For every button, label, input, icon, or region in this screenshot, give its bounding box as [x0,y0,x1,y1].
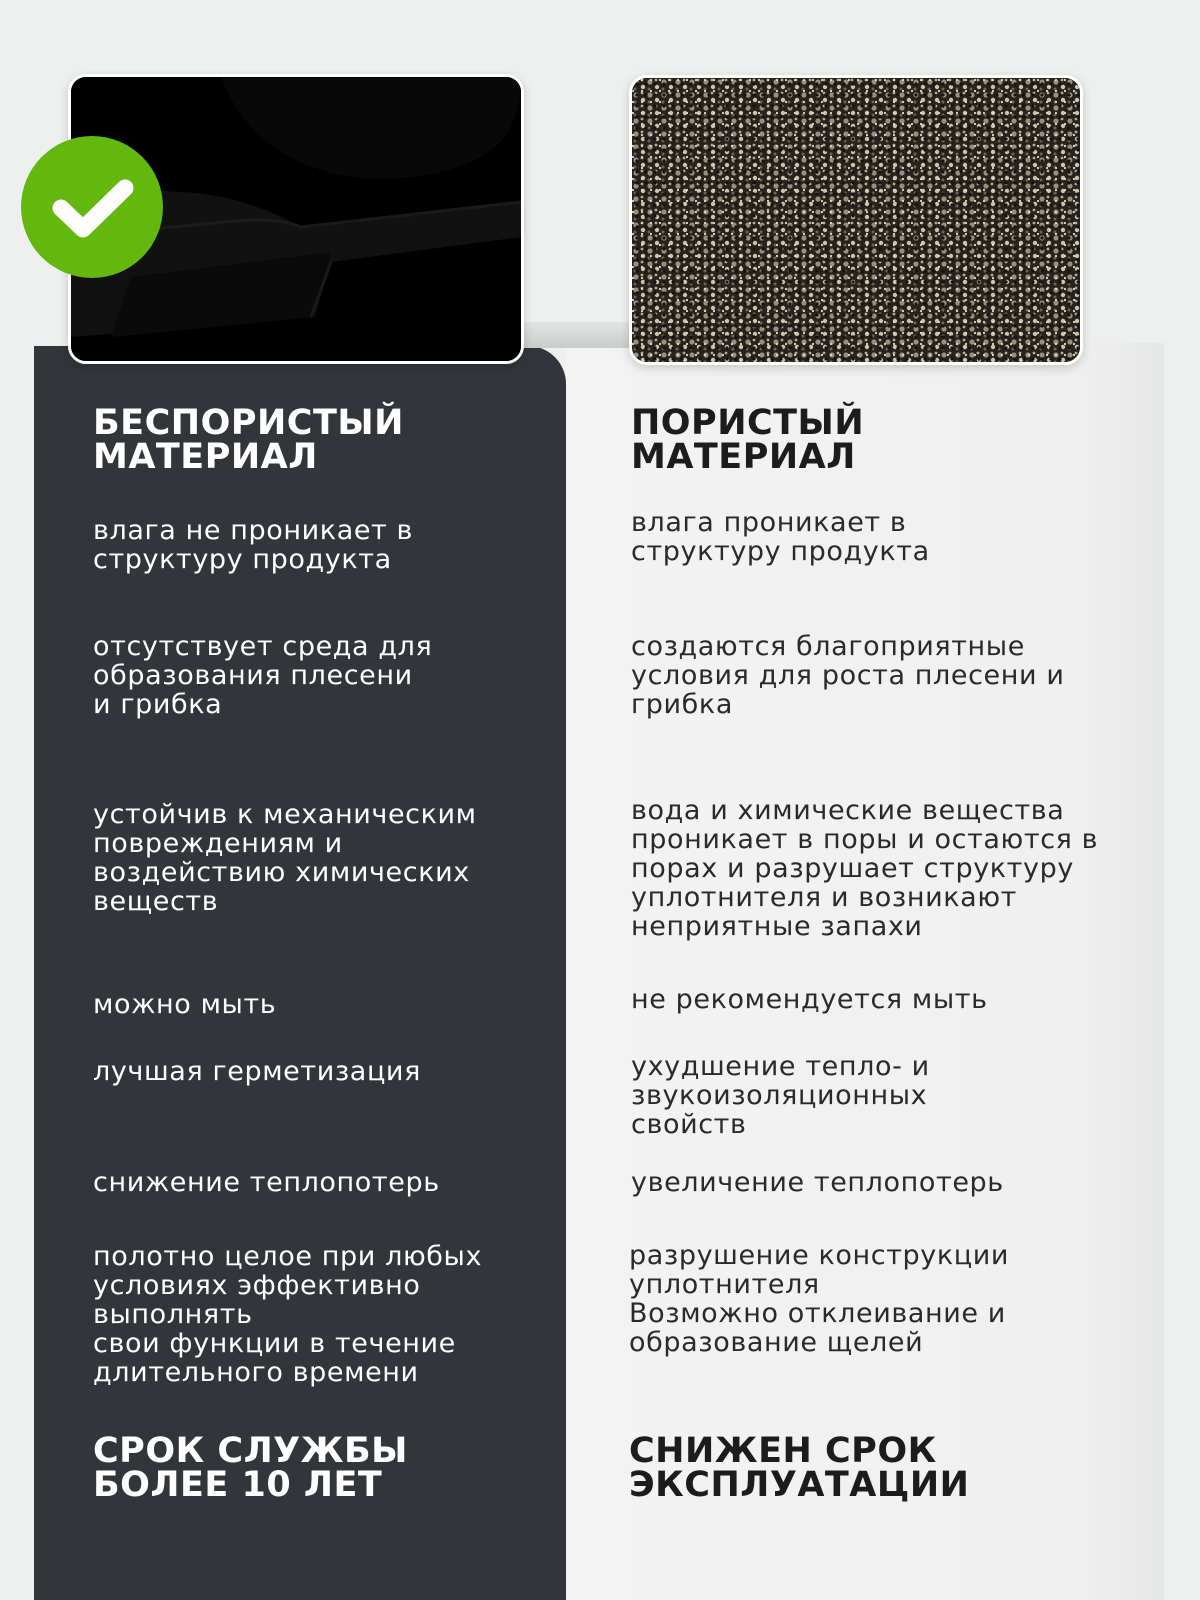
nonporous-item-heat-loss: снижение теплопотерь [93,1167,440,1198]
porous-item-chemicals: вода и химические вещества проникает в поры и остаются в порах и разрушает структуру уплотнителя и возникают неприятные запахи [631,795,1099,942]
nonporous-item-washable: можно мыть [93,989,277,1020]
porous-item-insulation: ухудшение тепло- и звукоизоляционных свойств [631,1051,930,1140]
porous-item-heat-loss: увеличение теплопотерь [631,1167,1004,1198]
porous-item-destruction: разрушение конструкции уплотнителя Возможно отклеивание и образование щелей [629,1240,1010,1358]
porous-title: ПОРИСТЫЙ МАТЕРИАЛ [631,403,865,477]
checkmark-icon [21,136,163,278]
porous-item-not-washable: не рекомендуется мыть [631,984,988,1015]
porous-footer: СНИЖЕН СРОК ЭКСПЛУАТАЦИИ [629,1431,970,1505]
nonporous-item-durability: устойчив к механическим повреждениям и воздействию химических веществ [93,799,477,917]
nonporous-item-longevity: полотно целое при любых условиях эффективно выполнять свои функции в течение длительного времени [93,1241,483,1388]
porous-item-moisture: влага проникает в структуру продукта [631,507,930,567]
nonporous-footer: СРОК СЛУЖБЫ БОЛЕЕ 10 ЛЕТ [93,1431,408,1505]
porous-material-photo [629,75,1083,365]
porous-item-mold: создаются благоприятные условия для роста плесени и грибка [631,631,1065,720]
photo-shadow [520,322,630,348]
nonporous-title: БЕСПОРИСТЫЙ МАТЕРИАЛ [93,403,404,477]
nonporous-item-moisture: влага не проникает в структуру продукта [93,515,414,575]
nonporous-item-sealing: лучшая герметизация [93,1056,421,1087]
checkmark-badge [21,136,163,278]
nonporous-item-mold: отсутствует среда для образования плесени и грибка [93,631,433,720]
